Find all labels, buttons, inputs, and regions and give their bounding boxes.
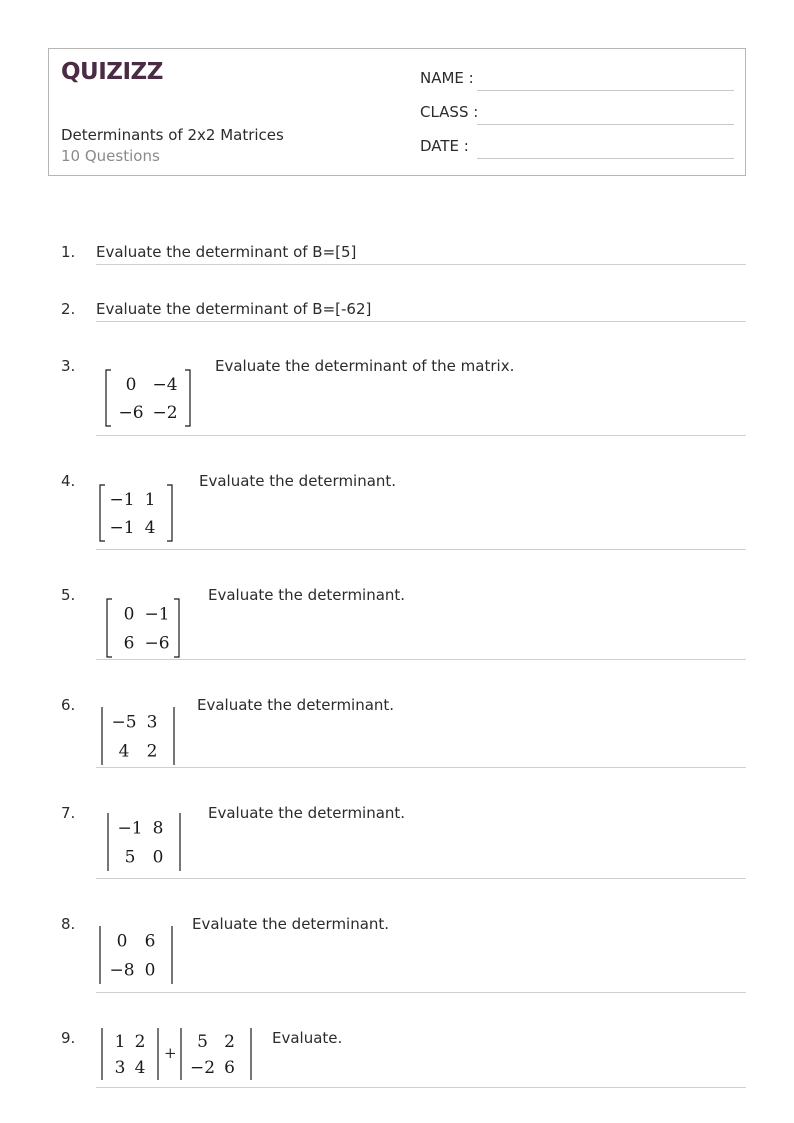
question-text: Evaluate the determinant. bbox=[208, 804, 406, 822]
determinant-image-right bbox=[177, 1025, 255, 1083]
matrix-entry: 3 bbox=[146, 712, 158, 733]
matrix-image bbox=[96, 482, 176, 544]
matrix-entry: 6 bbox=[144, 931, 156, 952]
matrix-entry: −1 bbox=[109, 490, 135, 510]
question-count: 10 Questions bbox=[61, 147, 160, 165]
worksheet-header bbox=[48, 48, 746, 176]
left-bracket bbox=[107, 599, 112, 657]
class-label: CLASS : bbox=[420, 103, 479, 121]
name-field[interactable] bbox=[420, 67, 734, 91]
matrix-entry: 5 bbox=[197, 1032, 208, 1052]
matrix-entry: 2 bbox=[134, 1032, 146, 1052]
matrix-entry: −1 bbox=[109, 518, 135, 538]
matrix-entry: −2 bbox=[189, 1058, 216, 1078]
answer-line bbox=[96, 435, 746, 436]
answer-line bbox=[96, 659, 746, 660]
matrix-entry: −1 bbox=[117, 818, 143, 839]
matrix-entry: 6 bbox=[224, 1058, 235, 1078]
plus-operator: + bbox=[164, 1044, 177, 1062]
question-text: Evaluate the determinant of B=[-62] bbox=[96, 300, 372, 318]
quizizz-logo: QUIZIZZ bbox=[61, 59, 163, 85]
right-bracket bbox=[167, 485, 172, 541]
name-label: NAME : bbox=[420, 69, 474, 87]
answer-line bbox=[96, 992, 746, 993]
matrix-entry: 2 bbox=[224, 1032, 235, 1052]
answer-line bbox=[96, 1087, 746, 1088]
question-number: 4. bbox=[61, 472, 76, 490]
right-bracket bbox=[185, 370, 190, 426]
question-number: 1. bbox=[61, 243, 76, 261]
right-bracket bbox=[174, 599, 179, 657]
question-text: Evaluate the determinant. bbox=[208, 586, 406, 604]
matrix-entry: 0 bbox=[116, 931, 128, 952]
date-field[interactable] bbox=[420, 135, 734, 159]
question-text: Evaluate. bbox=[272, 1029, 343, 1047]
matrix-entry: 4 bbox=[144, 518, 156, 538]
matrix-entry: 0 bbox=[123, 604, 135, 625]
matrix-entry: 0 bbox=[152, 847, 164, 868]
matrix-entry: −1 bbox=[144, 604, 170, 625]
matrix-entry: −8 bbox=[109, 960, 135, 981]
worksheet-title: Determinants of 2x2 Matrices bbox=[61, 126, 284, 144]
question-number: 9. bbox=[61, 1029, 76, 1047]
matrix-entry: 0 bbox=[125, 375, 137, 395]
question-text: Evaluate the determinant of the matrix. bbox=[215, 357, 515, 375]
matrix-image bbox=[103, 596, 183, 660]
question-text: Evaluate the determinant. bbox=[199, 472, 397, 490]
question-number: 3. bbox=[61, 357, 76, 375]
matrix-entry: 5 bbox=[124, 847, 136, 868]
question-text: Evaluate the determinant. bbox=[192, 915, 390, 933]
matrix-entry: −4 bbox=[152, 375, 178, 395]
matrix-entry: 8 bbox=[152, 818, 164, 839]
answer-line bbox=[96, 878, 746, 879]
answer-line bbox=[96, 321, 746, 322]
question-number: 6. bbox=[61, 696, 76, 714]
left-bracket bbox=[106, 370, 111, 426]
determinant-image bbox=[96, 923, 176, 987]
matrix-entry: 6 bbox=[123, 633, 135, 654]
question-number: 8. bbox=[61, 915, 76, 933]
date-label: DATE : bbox=[420, 137, 469, 155]
class-field[interactable] bbox=[420, 101, 734, 125]
matrix-entry: 2 bbox=[146, 741, 158, 762]
answer-line bbox=[96, 767, 746, 768]
question-text: Evaluate the determinant. bbox=[197, 696, 395, 714]
name-line[interactable] bbox=[477, 90, 734, 91]
left-bracket bbox=[100, 485, 105, 541]
matrix-entry: −5 bbox=[111, 712, 137, 733]
question-text: Evaluate the determinant of B=[5] bbox=[96, 243, 357, 261]
class-line[interactable] bbox=[477, 124, 734, 125]
question-number: 5. bbox=[61, 586, 76, 604]
question-number: 7. bbox=[61, 804, 76, 822]
matrix-entry: 0 bbox=[144, 960, 156, 981]
determinant-image bbox=[98, 704, 178, 768]
matrix-entry: −2 bbox=[152, 403, 178, 423]
matrix-entry: −6 bbox=[144, 633, 170, 654]
determinant-image-left bbox=[98, 1025, 162, 1083]
matrix-entry: 1 bbox=[114, 1032, 126, 1052]
matrix-entry: −6 bbox=[118, 403, 144, 423]
answer-line bbox=[96, 549, 746, 550]
matrix-entry: 1 bbox=[144, 490, 156, 510]
answer-line bbox=[96, 264, 746, 265]
matrix-entry: 3 bbox=[114, 1058, 126, 1078]
matrix-image bbox=[102, 367, 194, 429]
matrix-entry: 4 bbox=[118, 741, 130, 762]
date-line[interactable] bbox=[477, 158, 734, 159]
question-number: 2. bbox=[61, 300, 76, 318]
matrix-entry: 4 bbox=[134, 1058, 146, 1078]
determinant-image bbox=[104, 810, 184, 874]
